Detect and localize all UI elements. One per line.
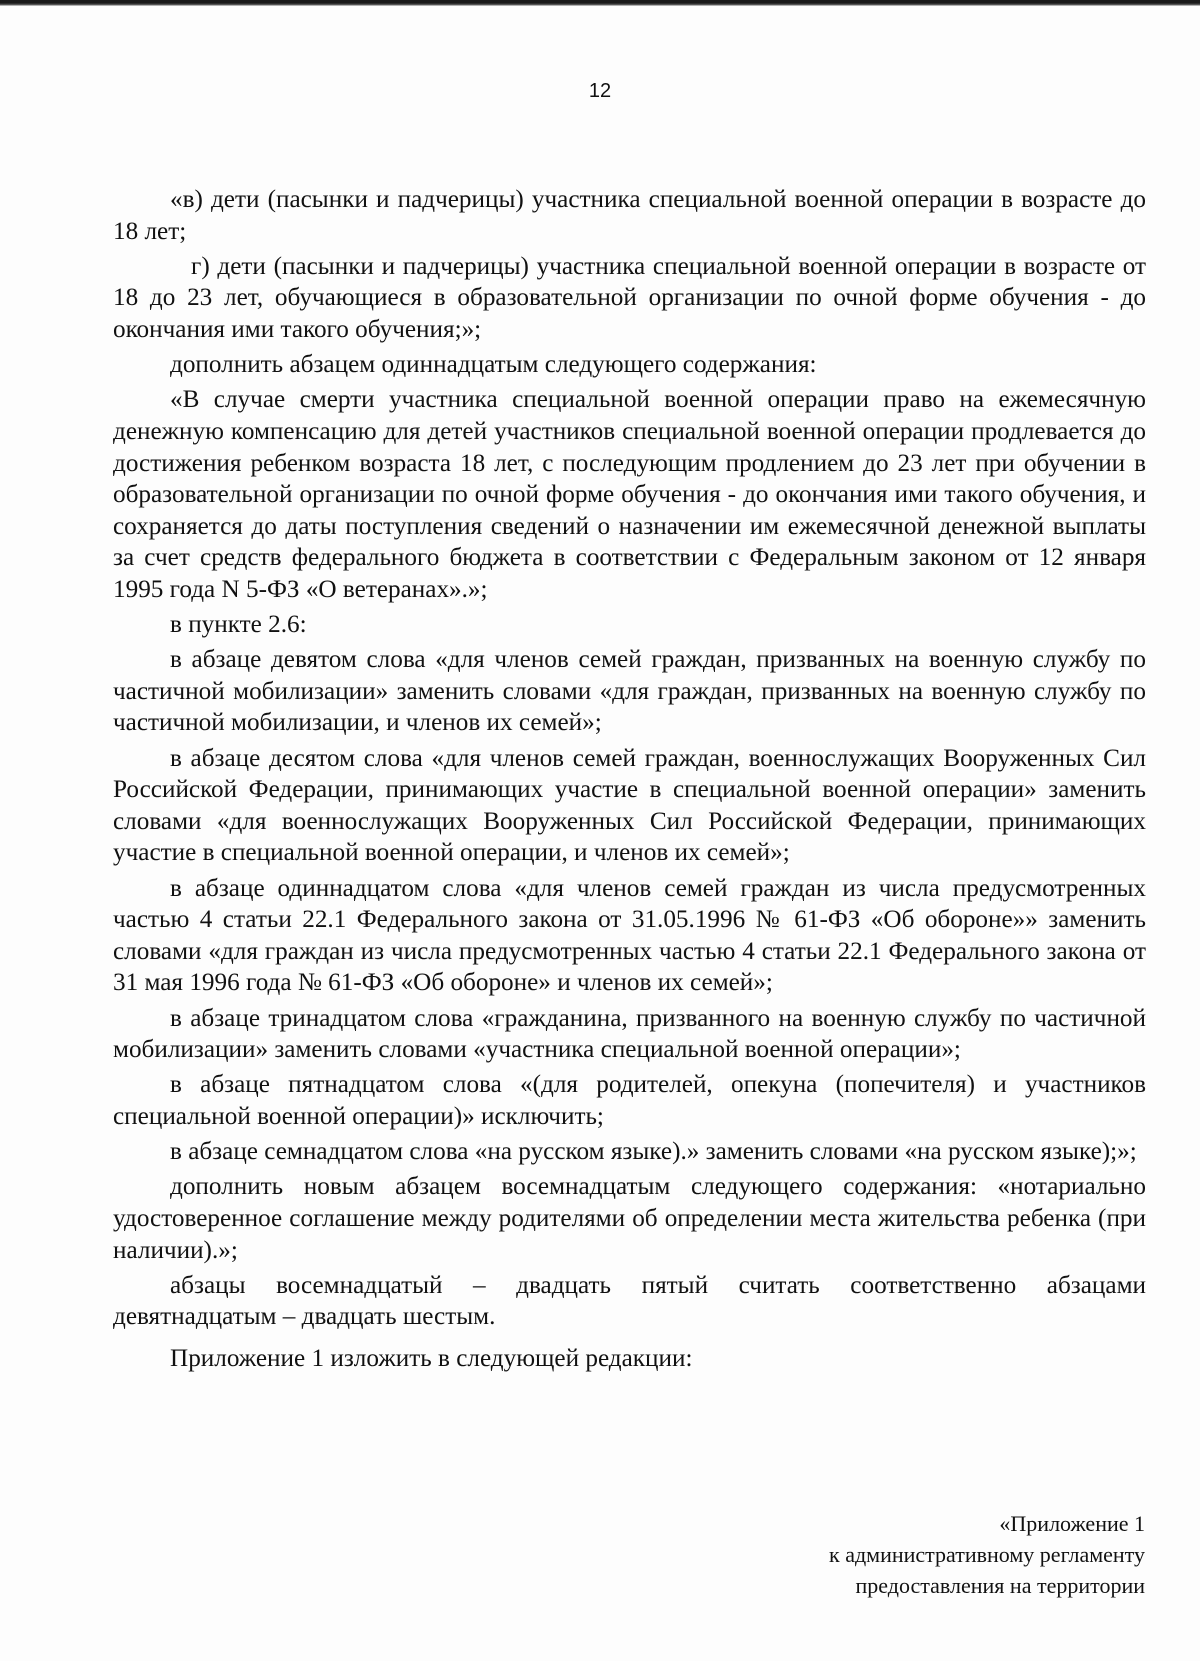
paragraph-fifteenth-abzac: в абзаце пятнадцатом слова «(для родителей, опекуна (попечителя) и участников специальной военной операции)» исключить; [113, 1071, 1146, 1130]
paragraph-seventeenth-abzac: в абзаце семнадцатом слова «на русском языке).» заменить словами «на русском языке);»; [170, 1138, 1137, 1166]
appendix-header-line-1: «Приложение 1 [999, 1511, 1145, 1536]
document-body [113, 184, 1146, 1378]
paragraph-thirteenth-abzac: в абзаце тринадцатом слова «гражданина, призванного на военную службу по частичной мобилизации» заменить словами «участника специальной военной операции»; [113, 1004, 1146, 1064]
paragraph-item-v: «в) дети (пасынки и падчерицы) участника специальной военной операции в возрасте до 18 лет; [113, 186, 1146, 245]
paragraph-tenth-abzac: в абзаце десятом слова «для членов семей граждан, военнослужащих Вооруженных Сил Российской Федерации, принимающих участие в специальной военной операции» заменить словами «для военнослужащих Вооруженных Сил Российской Федерации, принимающих участие в специальной военной операции, и членов их семей»; [113, 744, 1146, 867]
paragraph-renumbering: абзацы восемнадцатый – двадцать пятый считать соответственно абзацами девятнадцатым – двадцать шестым. [113, 1271, 1146, 1331]
appendix-header [829, 1508, 1145, 1601]
paragraph-death-case: «В случае смерти участника специальной военной операции право на ежемесячную денежную компенсацию для детей участников специальной военной операции продлевается до достижения ребенком возраста 18 лет, с последующим продлением до 23 лет при обучении в образовательной организации по очной форме обучения - до окончания ими такого обучения, и сохраняется до даты поступления сведений о назначении им ежемесячной денежной выплаты за счет средств федерального бюджета в соответствии с Федеральным законом от 12 января 1995 года N 5-ФЗ «О ветеранах».»; [113, 386, 1146, 603]
paragraph-point-2-6: в пункте 2.6: [170, 611, 307, 639]
paragraph-item-g: г) дети (пасынки и падчерицы) участника специальной военной операции в возрасте от 18 до 23 лет, обучающиеся в образовательной организации по очной форме обучения - до окончания ими такого обучения;»; [113, 252, 1146, 343]
paragraph-ninth-abzac: в абзаце девятом слова «для членов семей граждан, призванных на военную службу по частичной мобилизации» заменить словами «для граждан, призванных на военную службу по частичной мобилизации, и членов их семей»; [113, 646, 1146, 737]
paragraph-eighteenth-new: дополнить новым абзацем восемнадцатым следующего содержания: «нотариально удостоверенное соглашение между родителями об определении места жительства ребенка (при наличии).»; [113, 1173, 1146, 1264]
appendix-header-line-2: к административному регламенту [829, 1542, 1145, 1567]
paragraph-supplement-eleventh: дополнить абзацем одиннадцатым следующего содержания: [170, 351, 817, 379]
paragraph-eleventh-abzac: в абзаце одиннадцатом слова «для членов семей граждан из числа предусмотренных частью 4 статьи 22.1 Федерального закона от 31.05.1996 № 61-ФЗ «Об обороне»» заменить словами «для граждан из числа предусмотренных частью 4 статьи 22.1 Федерального закона от 31 мая 1996 года № 61-ФЗ «Об обороне» и членов их семей»; [113, 874, 1146, 997]
appendix-header-line-3: предоставления на территории [855, 1573, 1145, 1598]
paragraph-appendix-intro: Приложение 1 изложить в следующей редакции: [170, 1344, 693, 1372]
scan-border [0, 0, 1200, 6]
page-number: 12 [588, 80, 612, 102]
